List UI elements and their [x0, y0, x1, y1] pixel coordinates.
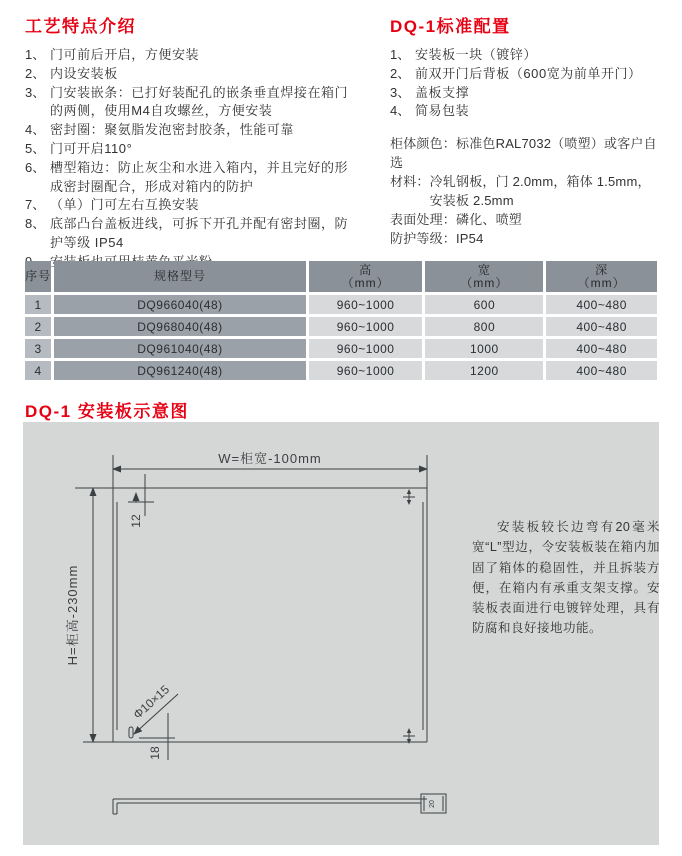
table-cell: 1 — [25, 295, 51, 314]
table-cell: 800 — [425, 317, 543, 336]
dim-top-offset-label: 12 — [129, 514, 143, 528]
table-header-cell: 深 （mm） — [546, 261, 657, 292]
table-header-row — [25, 261, 657, 292]
config-spec-line: 安装板 2.5mm — [390, 193, 514, 209]
config-item — [390, 46, 666, 65]
table-header-cell: 规格型号 — [54, 261, 306, 292]
feature-item-number: 5、 — [25, 140, 46, 156]
table-cell: 2 — [25, 317, 51, 336]
config-item — [390, 102, 666, 121]
table-cell: 4 — [25, 361, 51, 380]
config-item — [390, 84, 666, 103]
feature-item — [25, 159, 361, 197]
dim-bottom-offset-label: 18 — [148, 746, 162, 760]
feature-item — [25, 46, 361, 65]
table-row — [25, 361, 657, 380]
config-item-text: 前双开门后背板（600宽为前单开门） — [415, 65, 642, 81]
config-item-text: 安装板一块（镀锌） — [415, 47, 537, 62]
table-cell: 960~1000 — [309, 361, 423, 380]
table-cell: 1000 — [425, 339, 543, 358]
feature-item-text: 门安装嵌条：已打好装配孔的嵌条垂直焊接在箱门的两侧，使用M4自攻螺丝，方便安装 — [50, 84, 349, 119]
config-item-number: 4、 — [390, 103, 411, 119]
table-cell: 400~480 — [546, 317, 657, 336]
table-row — [25, 295, 657, 314]
spec-table — [22, 258, 660, 383]
feature-item-text: 门可前后开启，方便安装 — [50, 47, 200, 62]
config-specs — [390, 134, 666, 248]
table-header-cell: 宽 （mm） — [425, 261, 543, 292]
config-item-number: 3、 — [390, 84, 411, 100]
table-cell: 3 — [25, 339, 51, 358]
config-item — [390, 65, 666, 84]
config-spec-line: 材料：冷轧钢板，门 2.0mm，箱体 1.5mm， — [390, 174, 651, 190]
table-cell: DQ968040(48) — [54, 317, 306, 336]
table-cell: 1200 — [425, 361, 543, 380]
features-section — [25, 12, 361, 272]
feature-item — [25, 121, 361, 140]
feature-item-text: 门可开启110° — [50, 140, 133, 156]
dim-width-label: W=柜宽-100mm — [218, 451, 322, 466]
feature-item-text: 密封圈：聚氨脂发泡密封胶条，性能可靠 — [50, 122, 294, 138]
feature-item-text: （单）门可左右互换安装 — [50, 197, 200, 213]
feature-item-text: 槽型箱边：防止灰尘和水进入箱内，并且完好的形成密封圈配合，形成对箱内的防护 — [50, 159, 349, 194]
feature-item — [25, 196, 361, 215]
table-cell: DQ961240(48) — [54, 361, 306, 380]
feature-item-number: 8、 — [25, 216, 46, 232]
feature-item-number: 3、 — [25, 84, 46, 100]
feature-item — [25, 84, 361, 122]
dim-hole-label: Φ10×15 — [130, 682, 173, 722]
config-list — [390, 46, 666, 121]
config-item-number: 1、 — [390, 47, 411, 62]
table-row — [25, 317, 657, 336]
table-cell: 400~480 — [546, 295, 657, 314]
config-item-number: 2、 — [390, 65, 411, 81]
diagram-note: 安装板较长边弯有20毫米宽“L”型边，令安装板装在箱内加固了箱体的稳固性，并且拆装方便，在箱内有承重支架支撑。安装板表面进行电镀锌处理，具有防腐和良好接地功能。 — [472, 520, 660, 636]
features-list — [25, 46, 361, 272]
features-title: 工艺特点介绍 — [25, 17, 136, 36]
table-cell: 600 — [425, 295, 543, 314]
table-cell: 400~480 — [546, 361, 657, 380]
config-item-text: 简易包装 — [415, 103, 470, 119]
feature-item — [25, 215, 361, 253]
table-cell: DQ966040(48) — [54, 295, 306, 314]
table-cell: 960~1000 — [309, 339, 423, 358]
table-cell: DQ961040(48) — [54, 339, 306, 358]
table-cell: 960~1000 — [309, 295, 423, 314]
feature-item-number: 1、 — [25, 47, 46, 62]
config-spec-line: 表面处理：磷化、喷塑 — [390, 212, 523, 228]
feature-item — [25, 140, 361, 159]
table-body — [25, 295, 657, 380]
feature-item-number: 7、 — [25, 197, 46, 213]
table-header-cell: 高 （mm） — [309, 261, 423, 292]
config-title: DQ-1标准配置 — [390, 17, 511, 36]
hole-mark-top-right — [403, 489, 415, 505]
feature-item-number: 6、 — [25, 159, 46, 175]
dim-height-label: H=柜高-230mm — [65, 564, 80, 666]
config-item-text: 盖板支撑 — [415, 84, 470, 100]
table-cell: 400~480 — [546, 339, 657, 358]
table-cell: 960~1000 — [309, 317, 423, 336]
feature-item-number: 4、 — [25, 122, 46, 138]
feature-item-number: 2、 — [25, 65, 46, 81]
config-section — [390, 12, 666, 248]
feature-item-text: 内设安装板 — [50, 65, 118, 81]
table-row — [25, 339, 657, 358]
feature-item — [25, 65, 361, 84]
config-spec-line: 防护等级：IP54 — [390, 231, 484, 247]
profile-flange-label: 20 — [429, 800, 436, 808]
spec-table-wrap — [22, 258, 660, 383]
diagram-panel — [23, 422, 659, 845]
diagram-title: DQ-1 安装板示意图 — [25, 402, 189, 421]
config-spec-line: 柜体颜色：标准色RAL7032（喷塑）或客户自选 — [390, 136, 657, 171]
feature-item-text: 底部凸台盖板进线，可拆下开孔并配有密封圈，防护等级 IP54 — [50, 216, 349, 250]
table-header-cell: 序号 — [25, 261, 51, 292]
slot-hole — [129, 727, 133, 738]
